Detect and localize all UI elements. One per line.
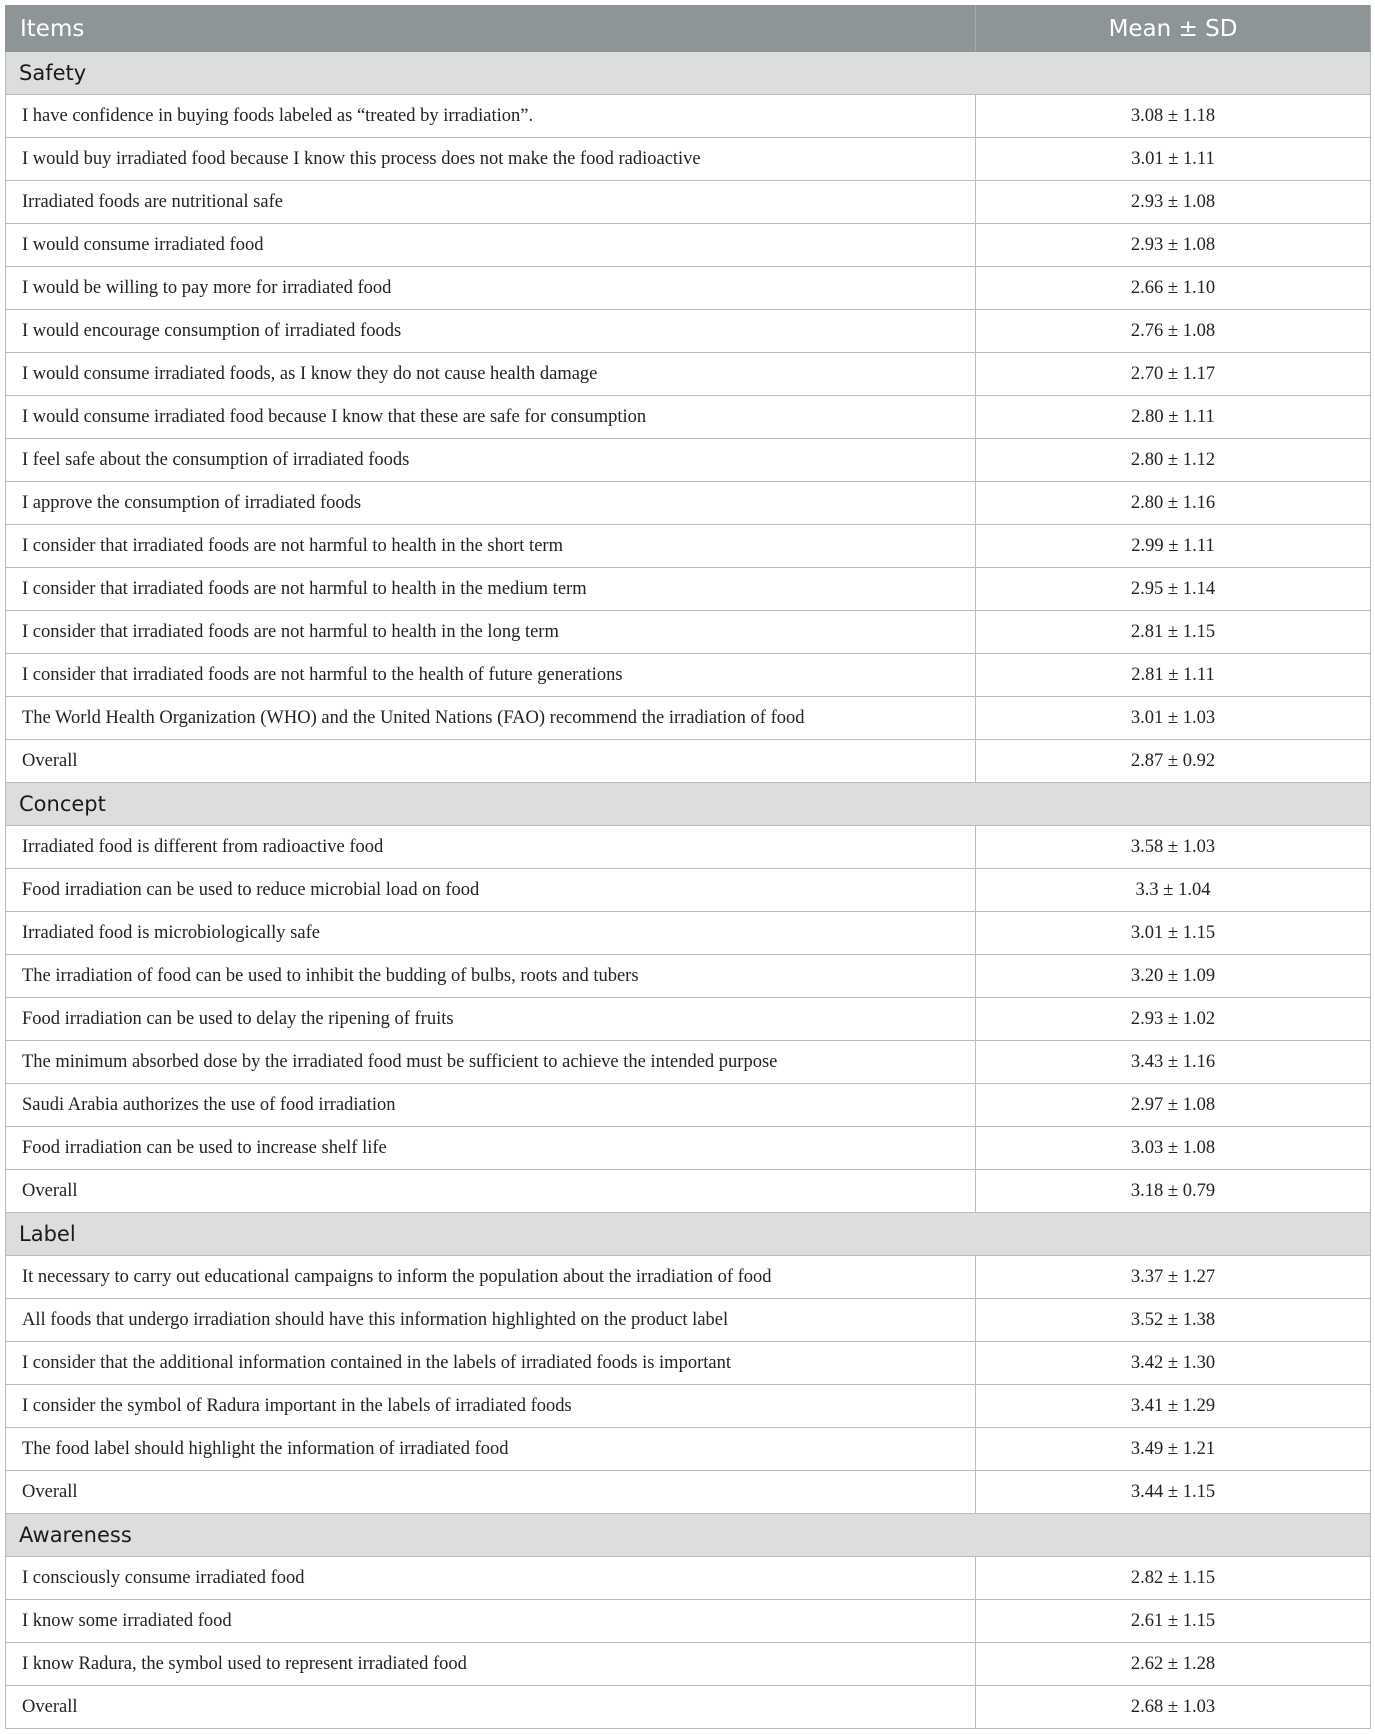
mean-sd-cell: 3.3 ± 1.04 (976, 869, 1371, 912)
item-cell: I have confidence in buying foods labeled as “treated by irradiation”. (6, 95, 976, 138)
table-row (6, 1299, 1371, 1342)
table-row (6, 611, 1371, 654)
table-row (6, 912, 1371, 955)
item-cell: The food label should highlight the information of irradiated food (6, 1428, 976, 1471)
table-row (6, 439, 1371, 482)
item-cell: I approve the consumption of irradiated foods (6, 482, 976, 525)
mean-sd-cell: 3.01 ± 1.15 (976, 912, 1371, 955)
mean-sd-cell: 2.93 ± 1.02 (976, 998, 1371, 1041)
section-row-awareness (6, 1514, 1371, 1557)
table-row (6, 955, 1371, 998)
item-cell: Food irradiation can be used to reduce microbial load on food (6, 869, 976, 912)
mean-sd-cell: 3.08 ± 1.18 (976, 95, 1371, 138)
item-cell: Irradiated food is different from radioactive food (6, 826, 976, 869)
mean-sd-cell: 2.81 ± 1.11 (976, 654, 1371, 697)
table-row (6, 1428, 1371, 1471)
mean-sd-cell: 2.95 ± 1.14 (976, 568, 1371, 611)
table-row (6, 826, 1371, 869)
mean-sd-cell: 2.62 ± 1.28 (976, 1643, 1371, 1686)
mean-sd-cell: 2.93 ± 1.08 (976, 181, 1371, 224)
table-row (6, 396, 1371, 439)
mean-sd-cell: 3.41 ± 1.29 (976, 1385, 1371, 1428)
mean-sd-cell: 3.43 ± 1.16 (976, 1041, 1371, 1084)
mean-sd-cell: 3.42 ± 1.30 (976, 1342, 1371, 1385)
mean-sd-cell: 3.52 ± 1.38 (976, 1299, 1371, 1342)
mean-sd-cell: 3.44 ± 1.15 (976, 1471, 1371, 1514)
item-cell: I consider that irradiated foods are not harmful to the health of future generations (6, 654, 976, 697)
item-cell: Overall (6, 740, 976, 783)
table-row (6, 1342, 1371, 1385)
table-row (6, 353, 1371, 396)
mean-sd-cell: 2.66 ± 1.10 (976, 267, 1371, 310)
item-cell: I would consume irradiated food (6, 224, 976, 267)
table-header (6, 6, 1371, 52)
mean-sd-cell: 2.97 ± 1.08 (976, 1084, 1371, 1127)
overall-row (6, 1471, 1371, 1514)
table-row (6, 267, 1371, 310)
item-cell: Food irradiation can be used to increase shelf life (6, 1127, 976, 1170)
item-cell: Food irradiation can be used to delay the ripening of fruits (6, 998, 976, 1041)
mean-sd-cell: 2.80 ± 1.11 (976, 396, 1371, 439)
table-row (6, 1256, 1371, 1299)
mean-sd-cell: 3.58 ± 1.03 (976, 826, 1371, 869)
table-row (6, 1084, 1371, 1127)
table-row (6, 1643, 1371, 1686)
section-title: Awareness (6, 1514, 1371, 1557)
section-title: Concept (6, 783, 1371, 826)
item-cell: The irradiation of food can be used to inhibit the budding of bulbs, roots and tubers (6, 955, 976, 998)
mean-sd-cell: 3.37 ± 1.27 (976, 1256, 1371, 1299)
item-cell: I would consume irradiated food because I know that these are safe for consumption (6, 396, 976, 439)
mean-sd-cell: 2.76 ± 1.08 (976, 310, 1371, 353)
overall-row (6, 1686, 1371, 1729)
section-row-concept (6, 783, 1371, 826)
table-row (6, 998, 1371, 1041)
mean-sd-cell: 3.49 ± 1.21 (976, 1428, 1371, 1471)
mean-sd-cell: 2.81 ± 1.15 (976, 611, 1371, 654)
mean-sd-cell: 2.70 ± 1.17 (976, 353, 1371, 396)
section-row-safety (6, 52, 1371, 95)
item-cell: I consider that the additional information contained in the labels of irradiated foods is important (6, 1342, 976, 1385)
item-cell: I consider that irradiated foods are not harmful to health in the medium term (6, 568, 976, 611)
mean-sd-cell: 3.01 ± 1.11 (976, 138, 1371, 181)
mean-sd-cell: 2.61 ± 1.15 (976, 1600, 1371, 1643)
item-cell: I would consume irradiated foods, as I know they do not cause health damage (6, 353, 976, 396)
item-cell: I consider the symbol of Radura important in the labels of irradiated foods (6, 1385, 976, 1428)
item-cell: I consider that irradiated foods are not harmful to health in the short term (6, 525, 976, 568)
section-title: Safety (6, 52, 1371, 95)
mean-sd-cell: 3.01 ± 1.03 (976, 697, 1371, 740)
item-cell: The minimum absorbed dose by the irradiated food must be sufficient to achieve the intended purpose (6, 1041, 976, 1084)
table-row (6, 697, 1371, 740)
item-cell: The World Health Organization (WHO) and the United Nations (FAO) recommend the irradiation of food (6, 697, 976, 740)
table-row (6, 1041, 1371, 1084)
item-cell: I would be willing to pay more for irradiated food (6, 267, 976, 310)
section-row-label (6, 1213, 1371, 1256)
section-title: Label (6, 1213, 1371, 1256)
table-row (6, 95, 1371, 138)
column-header-items: Items (6, 6, 976, 52)
item-cell: It necessary to carry out educational campaigns to inform the population about the irradiation of food (6, 1256, 976, 1299)
item-cell: I consider that irradiated foods are not harmful to health in the long term (6, 611, 976, 654)
item-cell: Irradiated foods are nutritional safe (6, 181, 976, 224)
mean-sd-cell: 3.18 ± 0.79 (976, 1170, 1371, 1213)
table-row (6, 181, 1371, 224)
item-cell: All foods that undergo irradiation should have this information highlighted on the product label (6, 1299, 976, 1342)
mean-sd-cell: 2.99 ± 1.11 (976, 525, 1371, 568)
table-row (6, 525, 1371, 568)
table-row (6, 1600, 1371, 1643)
mean-sd-cell: 2.93 ± 1.08 (976, 224, 1371, 267)
column-header-mean-sd: Mean ± SD (976, 6, 1371, 52)
results-table-container (5, 5, 1370, 1729)
item-cell: Overall (6, 1170, 976, 1213)
table-row (6, 138, 1371, 181)
item-cell: I know some irradiated food (6, 1600, 976, 1643)
table-row (6, 869, 1371, 912)
table-row (6, 482, 1371, 525)
table-row (6, 224, 1371, 267)
table-row (6, 1557, 1371, 1600)
mean-sd-cell: 3.03 ± 1.08 (976, 1127, 1371, 1170)
item-cell: I feel safe about the consumption of irradiated foods (6, 439, 976, 482)
item-cell: I would buy irradiated food because I know this process does not make the food radioactive (6, 138, 976, 181)
mean-sd-cell: 2.80 ± 1.12 (976, 439, 1371, 482)
item-cell: I consciously consume irradiated food (6, 1557, 976, 1600)
mean-sd-cell: 2.80 ± 1.16 (976, 482, 1371, 525)
item-cell: Overall (6, 1471, 976, 1514)
table-row (6, 568, 1371, 611)
table-row (6, 310, 1371, 353)
table-row (6, 654, 1371, 697)
table-row (6, 1127, 1371, 1170)
table-body (6, 52, 1371, 1729)
header-row (6, 6, 1371, 52)
item-cell: Irradiated food is microbiologically safe (6, 912, 976, 955)
item-cell: I would encourage consumption of irradiated foods (6, 310, 976, 353)
item-cell: I know Radura, the symbol used to represent irradiated food (6, 1643, 976, 1686)
mean-sd-cell: 2.82 ± 1.15 (976, 1557, 1371, 1600)
item-cell: Saudi Arabia authorizes the use of food irradiation (6, 1084, 976, 1127)
results-table (5, 5, 1371, 1729)
item-cell: Overall (6, 1686, 976, 1729)
table-row (6, 1385, 1371, 1428)
mean-sd-cell: 3.20 ± 1.09 (976, 955, 1371, 998)
mean-sd-cell: 2.87 ± 0.92 (976, 740, 1371, 783)
overall-row (6, 740, 1371, 783)
mean-sd-cell: 2.68 ± 1.03 (976, 1686, 1371, 1729)
overall-row (6, 1170, 1371, 1213)
